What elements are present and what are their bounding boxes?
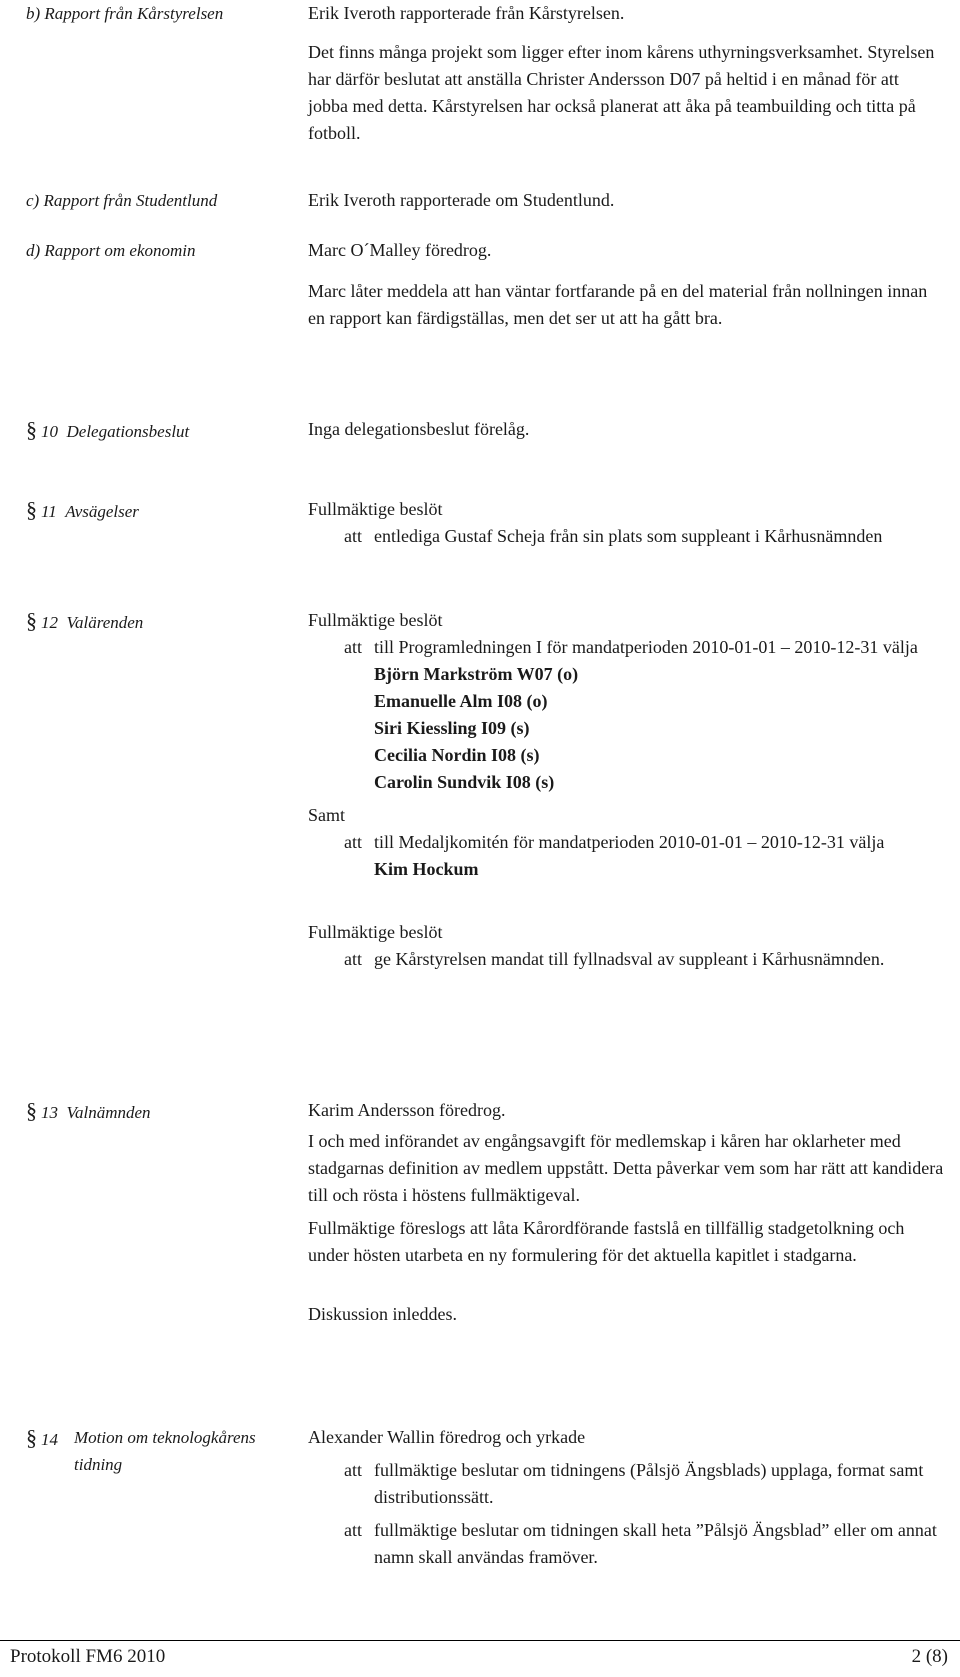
section-14-heading: [26, 1424, 276, 1478]
samt-label: Samt: [308, 805, 346, 825]
section-number: 11: [41, 502, 57, 521]
footer-document-title: Protokoll FM6 2010: [10, 1646, 166, 1667]
att-text: ge Kårstyrelsen mandat till fyllnadsval av suppleant i Kårhusnämnden.: [374, 949, 885, 969]
elected-name: Kim Hockum: [374, 859, 479, 879]
section-b-heading: b) Rapport från Kårstyrelsen: [26, 4, 224, 23]
att-text: till Medaljkomitén för mandatperioden 2010-01-01 – 2010-12-31 välja: [374, 832, 885, 852]
footer-page-number: 2 (8): [911, 1646, 948, 1667]
section-title: Valnämnden: [66, 1103, 151, 1122]
section-mark: §: [26, 497, 37, 522]
section-10-text: Inga delegationsbeslut förelåg.: [308, 419, 530, 439]
decision-label: Fullmäktige beslöt: [308, 499, 443, 519]
section-13-line: Karim Andersson föredrog.: [308, 1100, 506, 1120]
att-clause: [308, 1457, 948, 1511]
section-title: Valärenden: [66, 613, 144, 632]
section-d-paragraph: Marc låter meddela att han väntar fortfarande på en del material från nollningen innan en rapport kan färdigställas, men det ser ut att ha gått bra.: [308, 281, 928, 328]
att-clause: [308, 1517, 948, 1571]
section-d-heading: d) Rapport om ekonomin: [26, 241, 196, 260]
decision-label: Fullmäktige beslöt: [308, 610, 443, 630]
elected-name: Siri Kiessling I09 (s): [374, 718, 530, 738]
section-number: 14: [41, 1430, 58, 1449]
section-c-line: Erik Iveroth rapporterade om Studentlund.: [308, 190, 615, 210]
section-10-heading: [26, 416, 296, 445]
section-title: Avsägelser: [65, 502, 139, 521]
att-text: fullmäktige beslutar om tidningen skall heta ”Pålsjö Ängsblad” eller om annat namn skall användas framöver.: [374, 1520, 937, 1567]
att-text: fullmäktige beslutar om tidningens (Pålsjö Ängsblads) upplaga, format samt distributionssätt.: [374, 1460, 924, 1507]
section-12-heading: [26, 607, 296, 636]
elected-name: Björn Markström W07 (o): [374, 664, 579, 684]
att-clause: [308, 946, 948, 973]
att-text: entlediga Gustaf Scheja från sin plats som suppleant i Kårhusnämnden: [374, 526, 883, 546]
att-clause: [308, 523, 948, 550]
att-label: att: [344, 637, 362, 657]
att-clause: [308, 634, 948, 661]
decision-label: Fullmäktige beslöt: [308, 922, 443, 942]
elected-name: Cecilia Nordin I08 (s): [374, 745, 540, 765]
att-label: att: [344, 1520, 362, 1540]
att-clause: [308, 829, 948, 856]
section-title: Delegationsbeslut: [66, 422, 190, 441]
section-13-heading: [26, 1097, 296, 1126]
att-label: att: [344, 949, 362, 969]
section-mark: §: [26, 1098, 37, 1123]
elected-names: [308, 661, 948, 796]
section-d-line: Marc O´Malley föredrog.: [308, 240, 492, 260]
section-number: 10: [41, 422, 58, 441]
section-number: 13: [41, 1103, 58, 1122]
section-13-paragraph: I och med införandet av engångsavgift för medlemskap i kåren har oklarheter med stadgarnas definition av medlem uppstått. Detta påverkar vem som har rätt att kandidera till och rösta i höstens fullmäktigeval.: [308, 1131, 944, 1205]
section-mark: §: [26, 417, 37, 442]
att-label: att: [344, 1460, 362, 1480]
section-13-paragraph: Fullmäktige föreslogs att låta Kårordförande fastslå en tillfällig stadgetolkning och under hösten utarbeta en ny formulering för det aktuella kapitlet i stadgarna.: [308, 1218, 905, 1265]
section-13-paragraph: Diskussion inleddes.: [308, 1304, 458, 1324]
section-mark: §: [26, 608, 37, 633]
section-title: Motion om teknologkårens tidning: [74, 1428, 256, 1474]
section-mark: §: [26, 1425, 37, 1450]
section-14-line: Alexander Wallin föredrog och yrkade: [308, 1427, 586, 1447]
elected-names: [308, 856, 948, 883]
elected-name: Emanuelle Alm I08 (o): [374, 691, 548, 711]
att-text: till Programledningen I för mandatperioden 2010-01-01 – 2010-12-31 välja: [374, 637, 918, 657]
section-number: 12: [41, 613, 58, 632]
section-b-paragraph: Det finns många projekt som ligger efter inom kårens uthyrningsverksamhet. Styrelsen har därför beslutat att anställa Christer Andersson D07 på heltid i en månad för att jobba med detta. Kårstyrelsen har också planerat att åka på teambuilding och titta på fotboll.: [308, 42, 935, 143]
att-label: att: [344, 526, 362, 546]
elected-name: Carolin Sundvik I08 (s): [374, 772, 555, 792]
footer-divider: [0, 1640, 960, 1641]
section-c-heading: c) Rapport från Studentlund: [26, 191, 218, 210]
section-b-line: Erik Iveroth rapporterade från Kårstyrelsen.: [308, 3, 625, 23]
att-label: att: [344, 832, 362, 852]
section-11-heading: [26, 496, 296, 525]
